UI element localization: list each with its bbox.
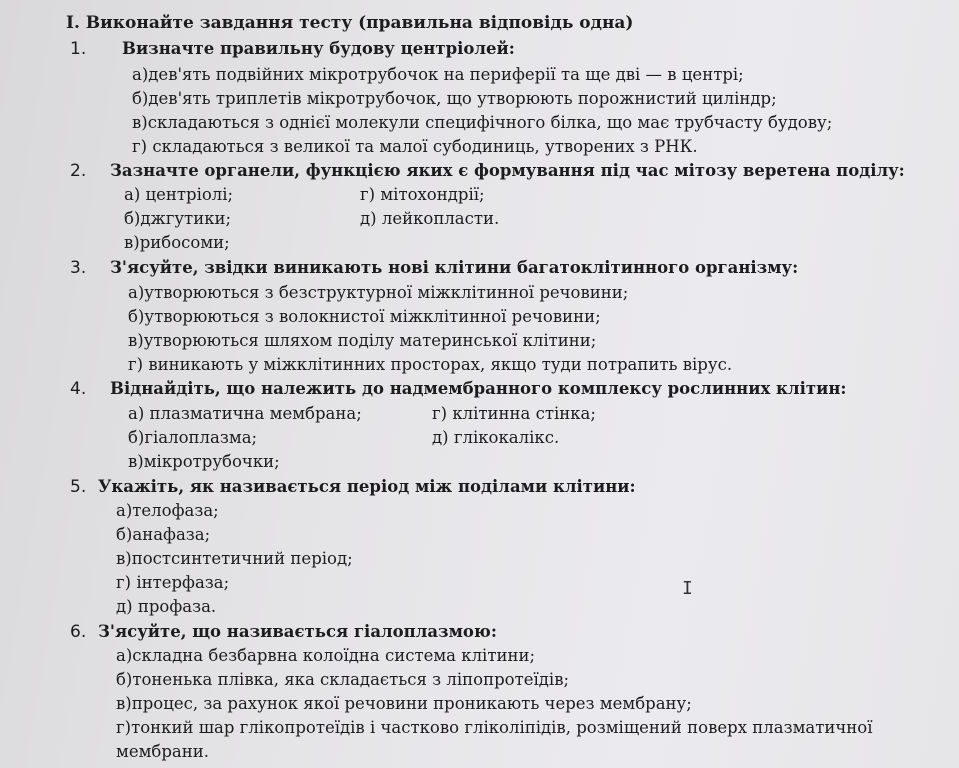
answer-option: в)рибосоми; (124, 233, 230, 252)
answer-option: а) плазматична мембрана; (128, 404, 362, 423)
answer-option: г) мітохондрії; (360, 185, 485, 204)
question-text: Зазначте органели, функцією яких є формування під час мітозу веретена поділу: (110, 161, 905, 180)
question-text: З'ясуйте, звідки виникають нові клітини багатоклітинного організму: (110, 258, 799, 277)
answer-option: б)гіалоплазма; (128, 428, 258, 447)
section-title: I. Виконайте завдання тесту (правильна відповідь одна) (66, 13, 634, 33)
answer-option: а)складна безбарвна колоїдна система клітини; (116, 646, 536, 665)
answer-option: в)мікротрубочки; (128, 452, 280, 471)
answer-option: б)тоненька плівка, яка складається з ліпопротеїдів; (116, 670, 570, 689)
answer-option: б)анафаза; (116, 525, 211, 544)
question-text: Визначте правильну будову центріолей: (122, 39, 515, 58)
answer-option: в)процес, за рахунок якої речовини проникають через мембрану; (116, 694, 692, 713)
answer-option: в)утворюються шляхом поділу материнської клітини; (128, 331, 597, 350)
answer-option: б)дев'ять триплетів мікротрубочок, що утворюють порожнистий циліндр; (132, 89, 777, 108)
answer-option: мембрани. (116, 742, 210, 761)
answer-option: д) лейкопласти. (360, 209, 500, 228)
answer-option: б)утворюються з волокнистої міжклітинної речовини; (128, 307, 601, 326)
answer-option: а) центріолі; (124, 185, 234, 204)
answer-option: г) виникають у міжклітинних просторах, якщо туди потрапить вірус. (128, 355, 733, 374)
answer-option: а)телофаза; (116, 501, 219, 520)
question-number: 5. (70, 477, 87, 497)
question-number: 1. (70, 39, 87, 59)
answer-option: в)складаються з однієї молекули специфічного білка, що має трубчасту будову; (132, 113, 833, 132)
answer-option: г) інтерфаза; (116, 573, 230, 592)
answer-option: г) клітинна стінка; (432, 404, 596, 423)
answer-option: г)тонкий шар глікопротеїдів і частково гліколіпідів, розміщений поверх плазматичної (116, 718, 873, 737)
answer-option: д) глікокалікс. (432, 428, 560, 447)
answer-option: г) складаються з великої та малої субодиниць, утворених з РНК. (132, 137, 698, 156)
question-text: Укажіть, як називається період між поділами клітини: (98, 477, 636, 496)
answer-option: а)утворюються з безструктурної міжклітинної речовини; (128, 283, 629, 302)
question-number: 3. (70, 258, 87, 278)
answer-option: б)джгутики; (124, 209, 232, 228)
question-text: Віднайдіть, що належить до надмембранного комплексу рослинних клітин: (110, 379, 847, 398)
question-number: 6. (70, 622, 87, 642)
question-number: 2. (70, 161, 87, 181)
answer-option: д) профаза. (116, 597, 217, 616)
question-number: 4. (70, 379, 87, 399)
question-text: З'ясуйте, що називається гіалоплазмою: (98, 622, 497, 641)
text-cursor-icon: I (682, 578, 693, 599)
answer-option: в)постсинтетичний період; (116, 549, 353, 568)
answer-option: а)дев'ять подвійних мікротрубочок на периферії та ще дві — в центрі; (132, 65, 744, 84)
